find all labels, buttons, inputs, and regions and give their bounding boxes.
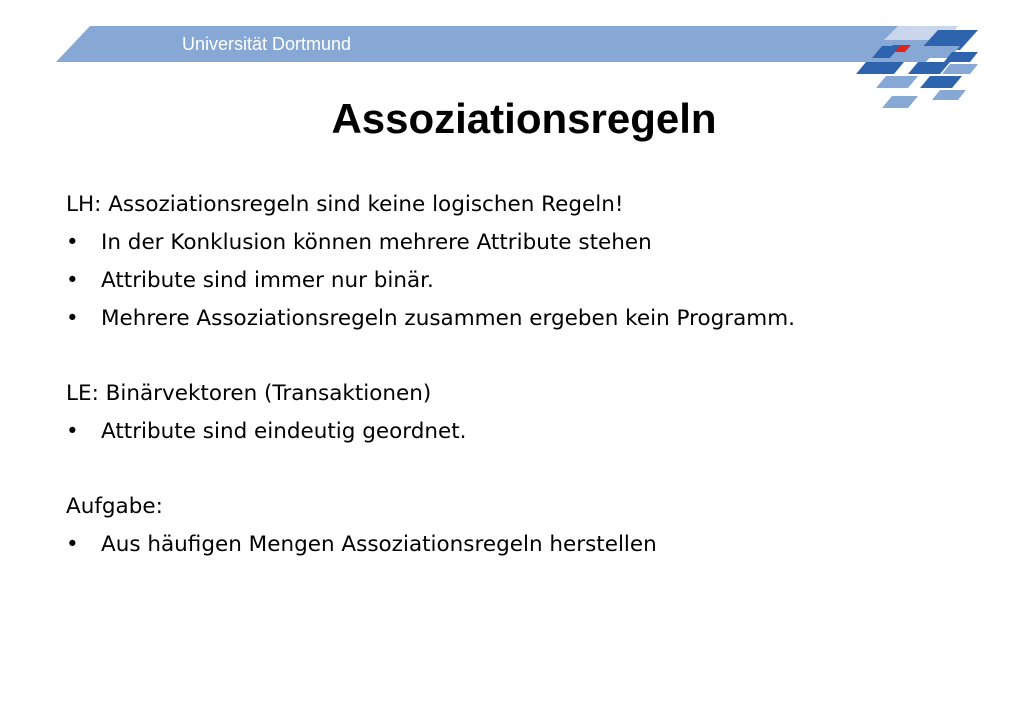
- list-item: [66, 224, 1006, 262]
- list-item: [66, 413, 1006, 451]
- slide-title: Assoziationsregeln: [331, 95, 717, 142]
- list-item-text: Attribute sind immer nur binär.: [101, 268, 434, 293]
- bullet-icon: •: [66, 532, 79, 557]
- bullet-icon: •: [66, 419, 79, 444]
- list-item-text: Aus häufigen Mengen Assoziationsregeln herstellen: [101, 532, 657, 557]
- list-item-text: Mehrere Assoziationsregeln zusammen ergeben kein Programm.: [101, 306, 796, 331]
- slide-content: [66, 186, 1006, 564]
- section-heading-le: LE: Binärvektoren (Transaktionen): [66, 381, 432, 406]
- list-item-text: Attribute sind eindeutig geordnet.: [101, 419, 467, 444]
- university-name: Universität Dortmund: [182, 34, 352, 54]
- bullet-icon: •: [66, 230, 79, 255]
- spacer: [66, 451, 1006, 488]
- bullet-icon: •: [66, 268, 79, 293]
- bullet-icon: •: [66, 306, 79, 331]
- spacer: [66, 338, 1006, 375]
- section-heading-aufgabe: Aufgabe:: [66, 494, 163, 519]
- list-item: [66, 300, 1006, 338]
- list-item: [66, 526, 1006, 564]
- section-heading-lh: LH: Assoziationsregeln sind keine logischen Regeln!: [66, 192, 624, 217]
- list-item: [66, 262, 1006, 300]
- list-item-text: In der Konklusion können mehrere Attribute stehen: [101, 230, 652, 255]
